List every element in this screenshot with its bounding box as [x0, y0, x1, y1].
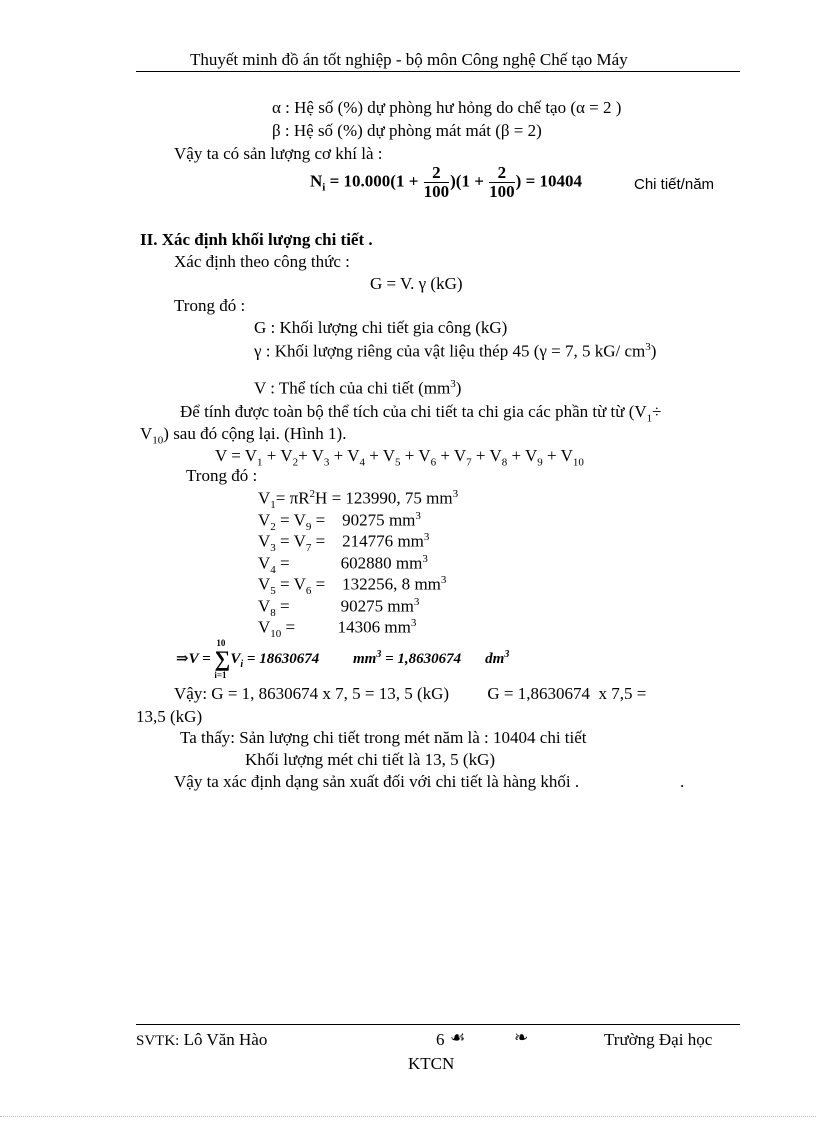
mass-formula: G = V. γ (kG): [370, 274, 463, 293]
where-label-2: Trong đó :: [186, 466, 258, 485]
header-title: Thuyết minh đồ án tốt nghiệp - bộ môn Công nghệ Chế tạo Máy: [190, 50, 628, 69]
method-line: Xác định theo công thức :: [174, 252, 350, 271]
formula-part3: ) = 10404: [515, 171, 583, 191]
formula-lhs-sub: i: [322, 181, 326, 194]
gamma-text: γ : Khối lượng riêng của vật liệu thép 45 (γ = 7, 5 kG/ cm: [254, 341, 646, 361]
conclusion-tail-dot: .: [680, 772, 685, 791]
volume-item: $V_8$ = 90275 $mm^3$: [258, 595, 420, 619]
total-v: V: [188, 651, 199, 668]
footer-rule: [136, 1024, 740, 1025]
para1-sub: 1: [646, 412, 653, 425]
total-unit-mm-sup: 3: [376, 649, 382, 661]
production-formula: [310, 164, 582, 201]
volume-sum-equation: $V = V_1 + V_2+ V_3 + V_4 + V_5 + V_6 + V_7 + V_8 + V_9 + V_{10}$: [215, 446, 584, 469]
footer-author: [136, 1030, 267, 1050]
footer-school: Trường Đại học: [604, 1030, 713, 1049]
formula-unit: Chi tiết/năm: [634, 176, 715, 193]
volume-item: $V_{10}$ = 14306 $mm^3$: [258, 617, 417, 641]
v-definition: [254, 378, 461, 398]
total-vi-sub: i: [240, 659, 244, 671]
fraction-2: [489, 164, 515, 201]
mass-result-line-1: Vậy: G = 1, 8630674 x 7, 5 = 13, 5 (kG) G = 1,8630674 x 7,5 =: [174, 684, 647, 703]
production-intro: Vậy ta có sản lượng cơ khí là :: [174, 144, 383, 163]
conclusion-line-1: Ta thấy: Sản lượng chi tiết trong mét năm là : 10404 chi tiết: [180, 728, 587, 747]
gamma-close: ): [650, 341, 657, 361]
fraction-1: [424, 164, 450, 201]
para1-text: Để tính được toàn bộ thể tích của chi tiết ta chi gia các phần từ từ (V: [180, 402, 647, 421]
gamma-sup: 3: [645, 341, 651, 353]
volume-item: $V_1= \pi R^2H = 123990$, 75 $mm^3$: [258, 488, 459, 512]
volume-item: $V_2 = V_9$ = 90275 $mm^3$: [258, 509, 421, 533]
total-unit-dm-sup: 3: [504, 649, 510, 661]
total-value: = 18630674: [243, 651, 320, 668]
mass-result-line-2: 13,5 (kG): [136, 707, 203, 726]
fraction-1-den: 100: [423, 181, 450, 201]
implies-arrow: ⇒: [176, 651, 189, 668]
gamma-definition: [254, 341, 656, 361]
v-text: V : Thể tích của chi tiết (mm: [254, 378, 451, 398]
formula-part2: )(1 +: [450, 171, 489, 191]
section-heading: II. Xác định khối lượng chi tiết .: [140, 230, 373, 249]
total-value-dm: = 1,8630674: [381, 651, 462, 668]
footer-page-number: 6: [436, 1030, 445, 1049]
v-sup: 3: [450, 378, 456, 390]
sigma-symbol: 10 ∑ i=1: [214, 638, 231, 680]
beta-definition: β : Hệ số (%) dự phòng mát mát (β = 2): [272, 121, 542, 140]
page-bottom-edge: [0, 1116, 816, 1117]
sigma-bottom: i=1: [214, 670, 227, 680]
volume-item: $V_5 = V_6$ = 132256, 8 $mm^3$: [258, 574, 447, 598]
fraction-1-num: 2: [424, 164, 450, 183]
fraction-2-den: 100: [489, 181, 515, 201]
conclusion-line-2: Khối lượng mét chi tiết là 13, 5 (kG): [245, 750, 496, 769]
ornament-left-icon: ☙: [450, 1028, 466, 1048]
total-unit-mm: mm: [352, 651, 377, 668]
total-eq: =: [198, 651, 215, 668]
footer-author-name: Lô Văn Hào: [183, 1030, 268, 1049]
header-rule: [136, 71, 740, 72]
where-label: Trong đó :: [174, 296, 246, 315]
fraction-2-num: 2: [489, 164, 515, 183]
footer-school-2: KTCN: [408, 1054, 455, 1073]
para2-v: V: [140, 424, 153, 443]
sigma-top: 10: [216, 638, 226, 648]
paragraph-line-1: [180, 402, 662, 425]
volume-item: $V_3 = V_7$ = 214776 $mm^3$: [258, 531, 430, 555]
total-volume-formula: [176, 638, 510, 680]
conclusion-line-3: Vậy ta xác định dạng sản xuất đối với chi tiết là hàng khối .: [174, 772, 580, 791]
total-vi: V: [230, 651, 241, 668]
footer-author-label: SVTK:: [136, 1033, 180, 1049]
v-close: ): [455, 378, 462, 398]
ornament-right-icon: ❧: [514, 1028, 529, 1048]
formula-lhs: N: [310, 171, 323, 191]
total-unit-dm: dm: [485, 651, 505, 668]
paragraph-line-2: [140, 424, 346, 447]
formula-part1: = 10.000(1 +: [325, 171, 423, 191]
alpha-definition: α : Hệ số (%) dự phòng hư hỏng do chế tạo (α = 2 ): [272, 98, 622, 117]
volume-item: $V_4$ = 602880 $mm^3$: [258, 552, 428, 576]
g-definition: G : Khối lượng chi tiết gia công (kG): [254, 318, 508, 337]
para2-sub: 10: [152, 434, 164, 447]
para1-div: ÷: [652, 402, 662, 421]
para2-text: ) sau đó cộng lại. (Hình 1).: [163, 424, 347, 443]
